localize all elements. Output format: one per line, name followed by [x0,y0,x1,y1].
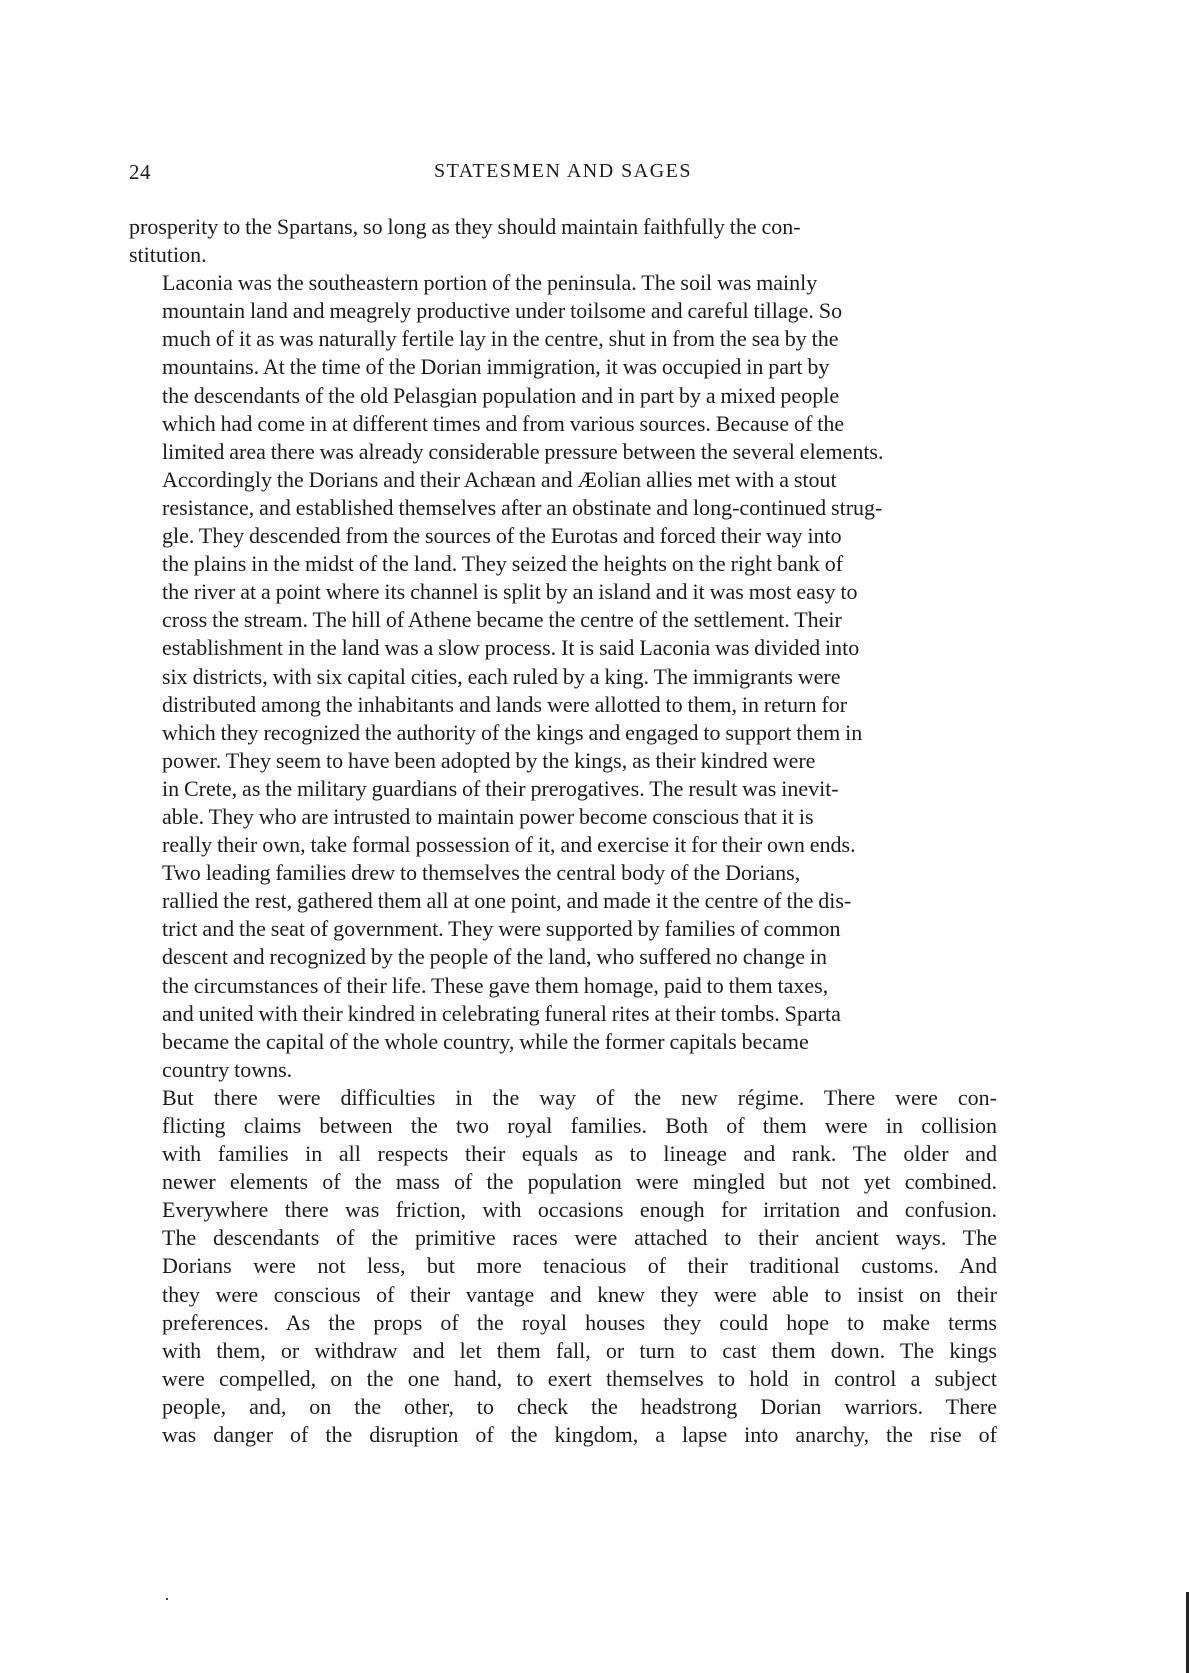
body-text [129,213,997,1449]
paragraph [129,859,997,1084]
text-line: establishment in the land was a slow process. It is said Laconia was divided into [162,635,860,661]
text-line: the descendants of the old Pelasgian population and in part by a mixed people [162,382,840,408]
text-line: able. They who are intrusted to maintain power become conscious that it is [162,803,814,829]
text-line: cross the stream. The hill of Athene became the centre of the settlement. Their [162,607,842,633]
text-line: Everywhere there was friction, with occasions enough for irritation and confusion. [162,1197,997,1223]
text-line: power. They seem to have been adopted by the kings, as their kindred were [162,747,816,773]
text-line: was danger of the disruption of the kingdom, a lapse into anarchy, the rise of [162,1422,997,1448]
text-line: descent and recognized by the people of the land, who suffered no change in [162,944,827,970]
text-line: were compelled, on the one hand, to exert themselves to hold in control a subject [162,1365,997,1391]
text-line: the river at a point where its channel is split by an island and it was most easy to [162,579,858,605]
text-line: with them, or withdraw and let them fall, or turn to cast them down. The kings [162,1337,997,1363]
text-line: distributed among the inhabitants and lands were allotted to them, in return for [162,691,848,717]
text-line: stitution. [129,242,207,268]
text-line: Laconia was the southeastern portion of the peninsula. The soil was mainly [162,270,818,296]
text-line: gle. They descended from the sources of the Eurotas and forced their way into [162,523,842,549]
text-line: with families in all respects their equals as to lineage and rank. The older and [162,1141,997,1167]
text-line: they were conscious of their vantage and knew they were able to insist on their [162,1281,997,1307]
text-line: in Crete, as the military guardians of their prerogatives. The result was inevit- [162,775,839,801]
running-head: STATESMEN AND SAGES [433,160,693,182]
text-line: limited area there was already considerable pressure between the several elements. [162,438,884,464]
text-line: resistance, and established themselves after an obstinate and long-continued strug- [162,494,883,520]
text-line: mountains. At the time of the Dorian immigration, it was occupied in part by [162,354,830,380]
text-line: trict and the seat of government. They were supported by families of common [162,916,841,942]
text-line: became the capital of the whole country, while the former capitals became [162,1028,809,1054]
paragraph [129,269,997,859]
text-line: the plains in the midst of the land. They seized the heights on the right bank of [162,551,844,577]
text-line: much of it as was naturally fertile lay in the centre, shut in from the sea by the [162,326,839,352]
text-line: newer elements of the mass of the population were mingled but not yet combined. [162,1169,997,1195]
text-line: Two leading families drew to themselves the central body of the Dorians, [162,860,801,886]
page-number: 24 [129,160,151,184]
text-line: flicting claims between the two royal families. Both of them were in collision [162,1113,997,1138]
text-line: people, and, on the other, to check the headstrong Dorian warriors. There [162,1393,997,1419]
text-line: preferences. As the props of the royal houses they could hope to make terms [162,1309,997,1335]
paragraph [129,1084,997,1449]
text-line: But there were difficulties in the way of the new régime. There were con- [162,1084,997,1110]
text-line: prosperity to the Spartans, so long as they should maintain faithfully the con- [129,214,801,239]
text-line: the circumstances of their life. These gave them homage, paid to them taxes, [162,972,829,998]
paragraph [129,213,997,269]
text-line: Accordingly the Dorians and their Achæan and Æolian allies met with a stout [162,466,837,492]
page-header [129,160,997,194]
scan-speck [166,1598,168,1600]
text-line: six districts, with six capital cities, each ruled by a king. The immigrants were [162,663,841,689]
text-line: Dorians were not less, but more tenacious of their traditional customs. And [162,1253,997,1279]
text-line: country towns. [162,1056,293,1082]
text-line: and united with their kindred in celebrating funeral rites at their tombs. Sparta [162,1000,841,1026]
text-line: The descendants of the primitive races were attached to their ancient ways. The [162,1225,997,1251]
text-line: really their own, take formal possession of it, and exercise it for their own ends. [162,832,856,858]
text-line: which had come in at different times and from various sources. Because of the [162,410,845,436]
text-line: mountain land and meagrely productive under toilsome and careful tillage. So [162,298,843,324]
text-line: rallied the rest, gathered them all at one point, and made it the centre of the dis- [162,888,852,914]
text-line: which they recognized the authority of the kings and engaged to support them in [162,719,863,745]
